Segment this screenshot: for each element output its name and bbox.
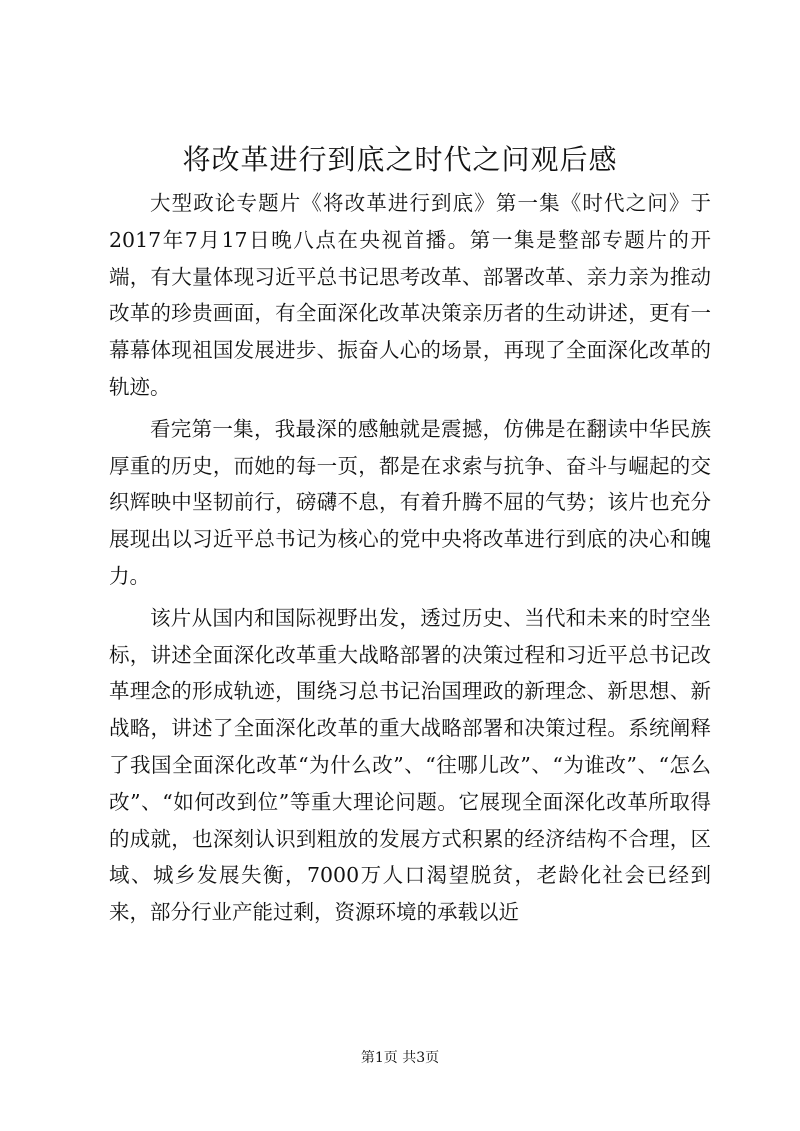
paragraph-2: 看完第一集，我最深的感触就是震撼，仿佛是在翻读中华民族厚重的历史，而她的每一页，都是在求索与抗争、奋斗与崛起的交织辉映中坚韧前行，磅礴不息，有着升腾不屈的气势；该片也充分展现出以习近平总书记为核心的党中央将改革进行到底的决心和魄力。: [109, 416, 711, 588]
document-title: 将改革进行到底之时代之问观后感: [182, 143, 618, 176]
document-body: [109, 185, 711, 936]
paragraph-1: 大型政论专题片《将改革进行到底》第一集《时代之问》于2017年7月17日晚八点在央视首播。第一集是整部专题片的开端，有大量体现习近平总书记思考改革、部署改革、亲力亲为推动改革的珍贵画面，有全面深化改革决策亲历者的生动讲述，更有一幕幕体现祖国发展进步、振奋人心的场景，再现了全面深化改革的轨迹。: [109, 191, 711, 399]
paragraph-3: 该片从国内和国际视野出发，透过历史、当代和未来的时空坐标，讲述全面深化改革重大战略部署的决策过程和习近平总书记改革理念的形成轨迹，围绕习总书记治国理政的新理念、新思想、新战略，讲述了全面深化改革的重大战略部署和决策过程。系统阐释了我国全面深化改革“为什么改”、“往哪儿改”、“为谁改”、“怎么改”、“如何改到位”等重大理论问题。它展现全面深化改革所取得的成就，也深刻认识到粗放的发展方式积累的经济结构不合理，区域、城乡发展失衡，7000万人口渴望脱贫，老龄化社会已经到来，部分行业产能过剩，资源环境的承载以近: [109, 605, 711, 925]
page-footer: 第1页 共3页: [360, 1050, 440, 1066]
